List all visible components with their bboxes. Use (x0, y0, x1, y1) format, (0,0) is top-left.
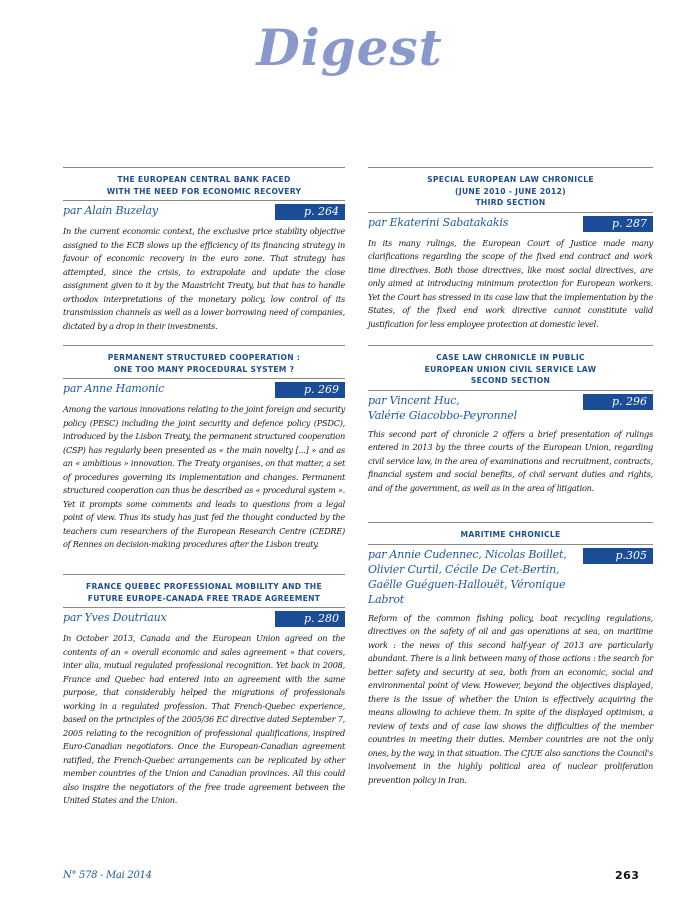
author: par Yves Doutriaux (63, 611, 167, 624)
page-reference-link[interactable]: p. 287 (583, 216, 653, 232)
author-line: Olivier Curtil, Cécile De Cet-Bertin, (368, 562, 560, 576)
article-maritime-chronicle (368, 522, 653, 787)
article-abstract: This second part of chronicle 2 offers a brief presentation of rulings entered in 2013 by the three courts of the European Union, regarding civil service law, in the area of examinations and recruitment, contracts, financial system and social benefits, of civil servant duties and rights, and of the government, as well as in the area of litigation. (368, 428, 653, 493)
page-title: Digest (256, 18, 443, 77)
heading-line: WITH THE NEED FOR ECONOMIC RECOVERY (106, 186, 302, 196)
issue-reference: N° 578 - Mai 2014 (63, 870, 152, 881)
heading-line: (JUNE 2010 - JUNE 2012) (455, 186, 566, 196)
page-reference-link[interactable]: p. 264 (275, 204, 345, 220)
byline (63, 381, 345, 398)
article-heading (63, 168, 345, 200)
article-abstract: In October 2013, Canada and the European Union agreed on the contents of an « overall economic and sales agreement » that covers, inter alia, mutual regulated professional recognition. Yet back in 2008, France and Quebec had entered into an agreement with the same purpose, that considerably helped the migrations of professionals working in a regulated profession. That French-Quebec experience, based on the principles of the 2005/36 EC directive dated September 7, 2005 relating to the recognition of professional qualifications, inspired Euro-Canadian negotiators. Once the European-Canadian agreement ratified, the French-Quebec arrangements can be replicated by other member countries of the Union and Canadian provinces. All this could also inspire the negotiators of the free trade agreement between the United States and the Union. (63, 633, 345, 805)
article-abstract: Reform of the common fishing policy, boat recycling regulations, directives on the safety of oil and gas operations at sea, on maritime work : the news of this second half-year of 2013 are particularly abundant. There is a link between many of those actions : the search for better safety and security at sea, both from an economic, social and environmental point of view. However, beyond the objectives displayed, there is the issue of whether the Union is effectively acquiring the means allowing to achieve them. In spite of the displayed optimism, a review of texts and of case law shows the difficulties of the member countries in meeting their duties. Member countries are not the only ones, by the way, in that situation. The CJUE also sanctions the Council's involvement in the highly political area of nuclear proliferation prevention policy in Iran. (368, 612, 653, 785)
author: par Anne Hamonic (63, 382, 165, 395)
author-line: Valérie Giacobbo-Peyronnel (368, 408, 517, 422)
heading-line: SECOND SECTION (470, 376, 551, 385)
heading-line: MARITIME CHRONICLE (460, 530, 561, 539)
heading-line: FUTURE EUROPE-CANADA FREE TRADE AGREEMENT (87, 593, 321, 603)
byline (368, 547, 653, 607)
divider (368, 544, 653, 545)
heading-line: SPECIAL EUROPEAN LAW CHRONICLE (427, 175, 594, 184)
heading-line: EUROPEAN UNION CIVIL SERVICE LAW (424, 364, 597, 374)
article-france-quebec (63, 574, 345, 808)
article-abstract: In the current economic context, the exclusive price stability objective assigned to the ECB slows up the efficiency of its financing strategy in favour of economic recovery in the euro zone. That strategy has attempted, since the crisis, to extrapolate and update the close assignment given to it by the Maastricht Treaty, but that has to handle orthodox interpretations of the monetary policy, low control of its transmission channels as well as a lower borrowing need of companies, dictated by a drop in their investments. (63, 226, 345, 331)
heading-line: THE EUROPEAN CENTRAL BANK FACED (117, 175, 291, 184)
author: par Ekaterini Sabatakakis (368, 215, 509, 229)
heading-line: THIRD SECTION (475, 198, 546, 207)
byline (368, 393, 653, 423)
author: par Alain Buzelay (63, 204, 158, 217)
heading-line: PERMANENT STRUCTURED COOPERATION : (107, 353, 301, 362)
author-line: par Annie Cudennec, Nicolas Boillet, (368, 547, 567, 561)
divider (63, 607, 345, 608)
page-number: 263 (615, 869, 640, 882)
divider (368, 390, 653, 391)
article-abstract: In its many rulings, the European Court of Justice made many clarifications regarding the scope of the fixed end contract and work time directives. Both those directives, like most social directives, are only aimed at introducing minimum protection for European workers. Yet the Court has stressed in its case law that the implementation by the States, of the fixed end work directive cannot constitute valid justification for less employee protection at domestic level. (368, 237, 653, 329)
author-line: Gaëlle Guéguen-Hallouët, Véronique Labrot (368, 577, 566, 606)
left-column (63, 0, 345, 907)
divider (63, 378, 345, 379)
article-heading (63, 346, 345, 378)
byline (63, 610, 345, 627)
heading-line: ONE TOO MANY PROCEDURAL SYSTEM ? (113, 364, 295, 374)
page-reference-link[interactable]: p. 269 (275, 382, 345, 398)
page-reference-link[interactable]: p. 280 (275, 611, 345, 627)
author-line: par Vincent Huc, (368, 393, 460, 407)
article-heading (368, 168, 653, 212)
article-case-law-civil-service (368, 345, 653, 495)
heading-line: CASE LAW CHRONICLE IN PUBLIC (436, 353, 585, 362)
article-heading (63, 575, 345, 607)
article-abstract: Among the various innovations relating to the joint foreign and security policy (PESC) including the joint security and defence policy (PSDC), introduced by the Lisbon Treaty, the permanent structured cooperation (CSP) has regularly been presented as « the main novelty [...] » and as an « ambitious » innovation. The Treaty organises, on that matter, a set of procedures governing its implementation and changes. Permanent structured cooperation can thus be described as « procedural system ». Yet it prompts some comments and leads to questions from a legal point of view. Thus its study has just fed the thought conducted by the teachers cum researchers of the European Research Centre (CEDRE) of Rennes on decision-making procedures after the Lisbon treaty. (63, 404, 345, 549)
page-reference-link[interactable]: p.305 (583, 548, 653, 564)
divider (368, 212, 653, 213)
byline (368, 215, 653, 232)
page-reference-link[interactable]: p. 296 (583, 394, 653, 410)
article-permanent-structured-cooperation (63, 345, 345, 552)
divider (63, 200, 345, 201)
byline (63, 203, 345, 220)
article-ecb (63, 167, 345, 333)
heading-line: FRANCE QUEBEC PROFESSIONAL MOBILITY AND THE (86, 582, 322, 591)
article-heading (368, 346, 653, 390)
article-heading (368, 523, 653, 544)
article-special-european-law (368, 167, 653, 331)
right-column (368, 0, 653, 907)
